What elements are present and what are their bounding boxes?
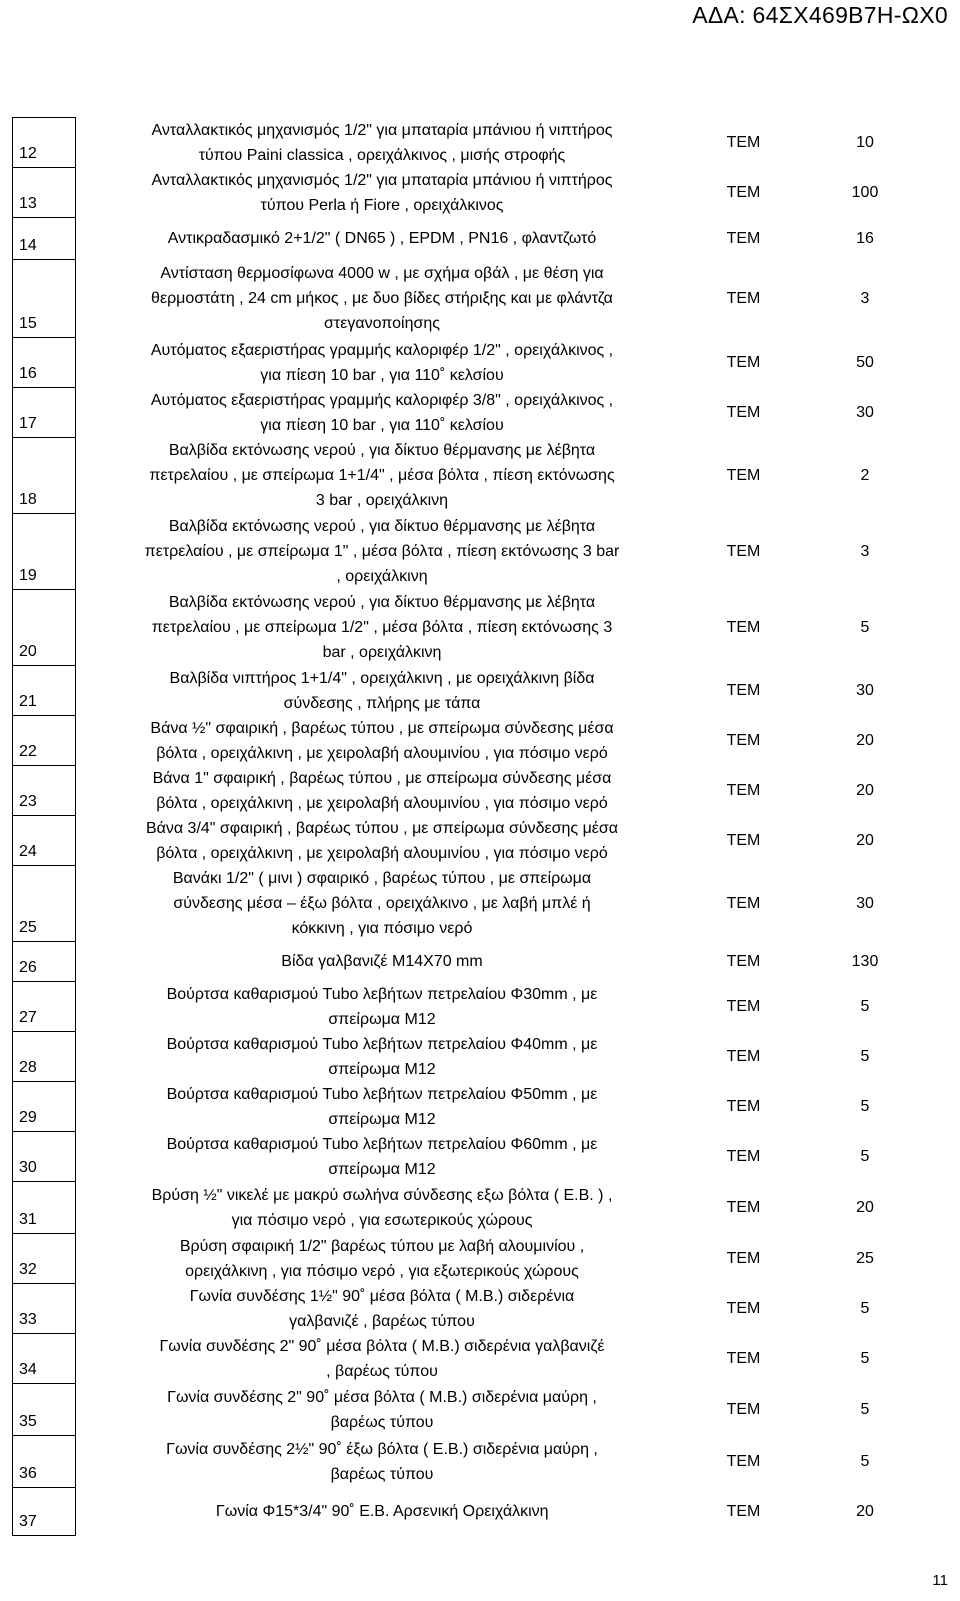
item-unit-cell: ΤΕΜ [726,1503,761,1520]
item-quantity-cell: 10 [856,134,874,151]
item-number-cell: 22 [13,716,76,766]
item-description-cell: Ανταλλακτικός μηχανισμός 1/2" για μπαταρία μπάνιου ή νιπτήρος τύπου Perla ή Fiore , ορειχάλκινος [151,171,613,214]
item-description-cell: Αυτόματος εξαεριστήρας γραμμής καλοριφέρ 1/2" , ορειχάλκινος , για πίεση 10 bar , για 110˚ κελσίου [150,341,614,384]
table-row [13,1234,946,1284]
item-unit-cell: ΤΕΜ [726,1199,761,1216]
item-quantity-cell: 5 [860,1098,870,1115]
item-unit-cell: ΤΕΜ [726,404,761,421]
item-number-cell: 25 [13,866,76,942]
item-quantity-cell: 3 [860,290,870,307]
item-quantity-cell: 5 [860,998,870,1015]
item-description-cell: Βάνα 3/4" σφαιρική , βαρέως τύπου , με σπείρωμα σύνδεσης μέσα βόλτα , ορειχάλκινη , με χειρολαβή αλουμινίου , για πόσιμο νερό [145,819,619,862]
item-number-cell: 35 [13,1384,76,1436]
item-description-cell: Γωνία συνδέσης 2" 90˚ μέσα βόλτα ( Μ.Β.) σιδερένια γαλβανιζέ , βαρέως τύπου [159,1337,605,1380]
table-row [13,666,946,716]
item-unit-cell: ΤΕΜ [726,1148,761,1165]
item-description-cell: Βάνα 1" σφαιρική , βαρέως τύπου , με σπείρωμα σύνδεσης μέσα βόλτα , ορειχάλκινη , με χειρολαβή αλουμινίου , για πόσιμο νερό [152,769,612,812]
table-row [13,866,946,942]
item-unit-cell: ΤΕΜ [726,895,761,912]
table-row [13,716,946,766]
item-quantity-cell: 5 [860,619,870,636]
item-quantity-cell: 16 [856,230,874,247]
item-unit-cell: ΤΕΜ [726,543,761,560]
item-quantity-cell: 5 [860,1300,870,1317]
table-row [13,982,946,1032]
item-number-cell: 19 [13,514,76,590]
item-quantity-cell: 3 [860,543,870,560]
item-quantity-cell: 5 [860,1148,870,1165]
item-quantity-cell: 50 [856,354,874,371]
item-unit-cell: ΤΕΜ [726,682,761,699]
table-row [13,168,946,218]
item-number-cell: 21 [13,666,76,716]
item-description-cell: Γωνία Φ15*3/4" 90˚ Ε.Β. Αρσενική Ορειχάλκινη [215,1503,549,1520]
item-number-cell: 20 [13,590,76,666]
item-description-cell: Βαλβίδα εκτόνωσης νερού , για δίκτυο θέρμανσης με λέβητα πετρελαίου , με σπείρωμα 1" , μέσα βόλτα , πίεση εκτόνωσης 3 bar , ορειχάλκινη [144,518,620,585]
item-number-cell: 23 [13,766,76,816]
items-table-body [13,118,946,1536]
table-row [13,388,946,438]
item-description-cell: Βίδα γαλβανιζέ Μ14Χ70 mm [281,953,483,970]
item-number-cell: 14 [13,218,76,260]
item-number-cell: 18 [13,438,76,514]
item-quantity-cell: 5 [860,1350,870,1367]
table-row [13,1182,946,1234]
item-description-cell: Αυτόματος εξαεριστήρας γραμμής καλοριφέρ 3/8" , ορειχάλκινος , για πίεση 10 bar , για 110˚ κελσίου [150,391,614,434]
item-quantity-cell: 30 [856,404,874,421]
item-quantity-cell: 5 [860,1048,870,1065]
item-unit-cell: ΤΕΜ [726,1048,761,1065]
item-number-cell: 34 [13,1334,76,1384]
item-number-cell: 30 [13,1132,76,1182]
item-number-cell: 16 [13,338,76,388]
item-description-cell: Βανάκι 1/2" ( μινι ) σφαιρικό , βαρέως τύπου , με σπείρωμα σύνδεσης μέσα – έξω βόλτα , ορειχάλκινο , με λαβή μπλέ ή κόκκινη , για πόσιμο νερό [172,870,592,937]
item-number-cell: 28 [13,1032,76,1082]
item-unit-cell: ΤΕΜ [726,953,761,970]
item-quantity-cell: 2 [860,467,870,484]
item-unit-cell: ΤΕΜ [726,134,761,151]
item-unit-cell: ΤΕΜ [726,1098,761,1115]
table-row [13,218,946,260]
item-description-cell: Βούρτσα καθαρισμού Tubo λεβήτων πετρελαίου Φ40mm , με σπείρωμα Μ12 [166,1035,598,1078]
item-quantity-cell: 25 [856,1250,874,1267]
item-unit-cell: ΤΕΜ [726,619,761,636]
table-row [13,942,946,982]
table-row [13,1082,946,1132]
item-description-cell: Βαλβίδα εκτόνωσης νερού , για δίκτυο θέρμανσης με λέβητα πετρελαίου , με σπείρωμα 1+1/4" , μέσα βόλτα , πίεση εκτόνωσης 3 bar , ορειχάλκινη [149,442,615,509]
item-number-cell: 26 [13,942,76,982]
table-row [13,514,946,590]
item-description-cell: Αντίσταση θερμοσίφωνα 4000 w , με σχήμα οβάλ , με θέση για θερμοστάτη , 24 cm μήκος , με δυο βίδες στήριξης και με φλάντζα στεγανοποίησης [151,265,613,332]
item-number-cell: 13 [13,168,76,218]
item-unit-cell: ΤΕΜ [726,290,761,307]
item-description-cell: Βαλβίδα νιπτήρος 1+1/4" , ορειχάλκινη , με ορειχάλκινη βίδα σύνδεσης , πλήρης με τάπα [169,669,595,712]
item-description-cell: Βαλβίδα εκτόνωσης νερού , για δίκτυο θέρμανσης με λέβητα πετρελαίου , με σπείρωμα 1/2" , μέσα βόλτα , πίεση εκτόνωσης 3 bar , ορειχάλκινη [151,594,613,661]
item-description-cell: Ανταλλακτικός μηχανισμός 1/2" για μπαταρία μπάνιου ή νιπτήρος τύπου Paini classica , ορειχάλκινος , μισής στροφής [151,121,613,164]
item-description-cell: Βούρτσα καθαρισμού Tubo λεβήτων πετρελαίου Φ30mm , με σπείρωμα Μ12 [166,985,598,1028]
item-number-cell: 17 [13,388,76,438]
item-quantity-cell: 20 [856,782,874,799]
item-unit-cell: ΤΕΜ [726,782,761,799]
table-row [13,1284,946,1334]
item-unit-cell: ΤΕΜ [726,354,761,371]
item-number-cell: 33 [13,1284,76,1334]
items-table [12,117,946,1536]
item-description-cell: Γωνία συνδέσης 2" 90˚ μέσα βόλτα ( Μ.Β.) σιδερένια μαύρη , βαρέως τύπου [167,1388,597,1431]
item-quantity-cell: 20 [856,732,874,749]
table-row [13,1384,946,1436]
item-quantity-cell: 5 [860,1453,870,1470]
item-quantity-cell: 20 [856,1199,874,1216]
item-unit-cell: ΤΕΜ [726,1401,761,1418]
table-row [13,766,946,816]
item-quantity-cell: 30 [856,895,874,912]
item-number-cell: 27 [13,982,76,1032]
page-number: 11 [932,1572,948,1589]
item-number-cell: 24 [13,816,76,866]
item-unit-cell: ΤΕΜ [726,998,761,1015]
table-row [13,590,946,666]
table-row [13,1488,946,1536]
item-number-cell: 36 [13,1436,76,1488]
item-quantity-cell: 130 [851,953,879,970]
item-unit-cell: ΤΕΜ [726,1350,761,1367]
item-number-cell: 29 [13,1082,76,1132]
item-unit-cell: ΤΕΜ [726,1453,761,1470]
item-number-cell: 15 [13,260,76,338]
item-number-cell: 12 [13,118,76,168]
table-row [13,1132,946,1182]
item-unit-cell: ΤΕΜ [726,1300,761,1317]
item-number-cell: 32 [13,1234,76,1284]
table-row [13,260,946,338]
table-row [13,1032,946,1082]
item-description-cell: Βούρτσα καθαρισμού Tubo λεβήτων πετρελαίου Φ60mm , με σπείρωμα Μ12 [166,1135,598,1178]
item-number-cell: 31 [13,1182,76,1234]
item-description-cell: Βρύση σφαιρική 1/2" βαρέως τύπου με λαβή αλουμινίου , ορειχάλκινη , για πόσιμο νερό , για εξωτερικούς χώρους [179,1237,585,1280]
item-description-cell: Γωνία συνδέσης 2½" 90˚ έξω βόλτα ( Ε.Β.) σιδερένια μαύρη , βαρέως τύπου [166,1440,598,1483]
table-row [13,118,946,168]
item-unit-cell: ΤΕΜ [726,230,761,247]
item-number-cell: 37 [13,1488,76,1536]
table-row [13,338,946,388]
item-unit-cell: ΤΕΜ [726,467,761,484]
item-description-cell: Γωνία συνδέσης 1½" 90˚ μέσα βόλτα ( Μ.Β.) σιδερένια γαλβανιζέ , βαρέως τύπου [189,1287,575,1330]
table-row [13,1334,946,1384]
item-quantity-cell: 20 [856,1503,874,1520]
item-quantity-cell: 5 [860,1401,870,1418]
item-unit-cell: ΤΕΜ [726,184,761,201]
item-description-cell: Αντικραδασμικό 2+1/2" ( DN65 ) , EPDM , PN16 , φλαντζωτό [167,230,597,247]
item-unit-cell: ΤΕΜ [726,732,761,749]
item-quantity-cell: 30 [856,682,874,699]
item-quantity-cell: 100 [851,184,879,201]
table-row [13,816,946,866]
table-row [13,1436,946,1488]
item-description-cell: Βούρτσα καθαρισμού Tubo λεβήτων πετρελαίου Φ50mm , με σπείρωμα Μ12 [166,1085,598,1128]
table-row [13,438,946,514]
ada-code: ΑΔΑ: 64ΣΧ469Β7Η-ΩΧ0 [692,2,948,28]
item-description-cell: Βάνα ½" σφαιρική , βαρέως τύπου , με σπείρωμα σύνδεσης μέσα βόλτα , ορειχάλκινη , με χειρολαβή αλουμινίου , για πόσιμο νερό [150,719,614,762]
item-quantity-cell: 20 [856,832,874,849]
item-description-cell: Βρύση ½" νικελέ με μακρύ σωλήνα σύνδεσης εξω βόλτα ( Ε.Β. ) , για πόσιμο νερό , για εσωτερικούς χώρους [151,1186,613,1229]
item-unit-cell: ΤΕΜ [726,1250,761,1267]
item-unit-cell: ΤΕΜ [726,832,761,849]
